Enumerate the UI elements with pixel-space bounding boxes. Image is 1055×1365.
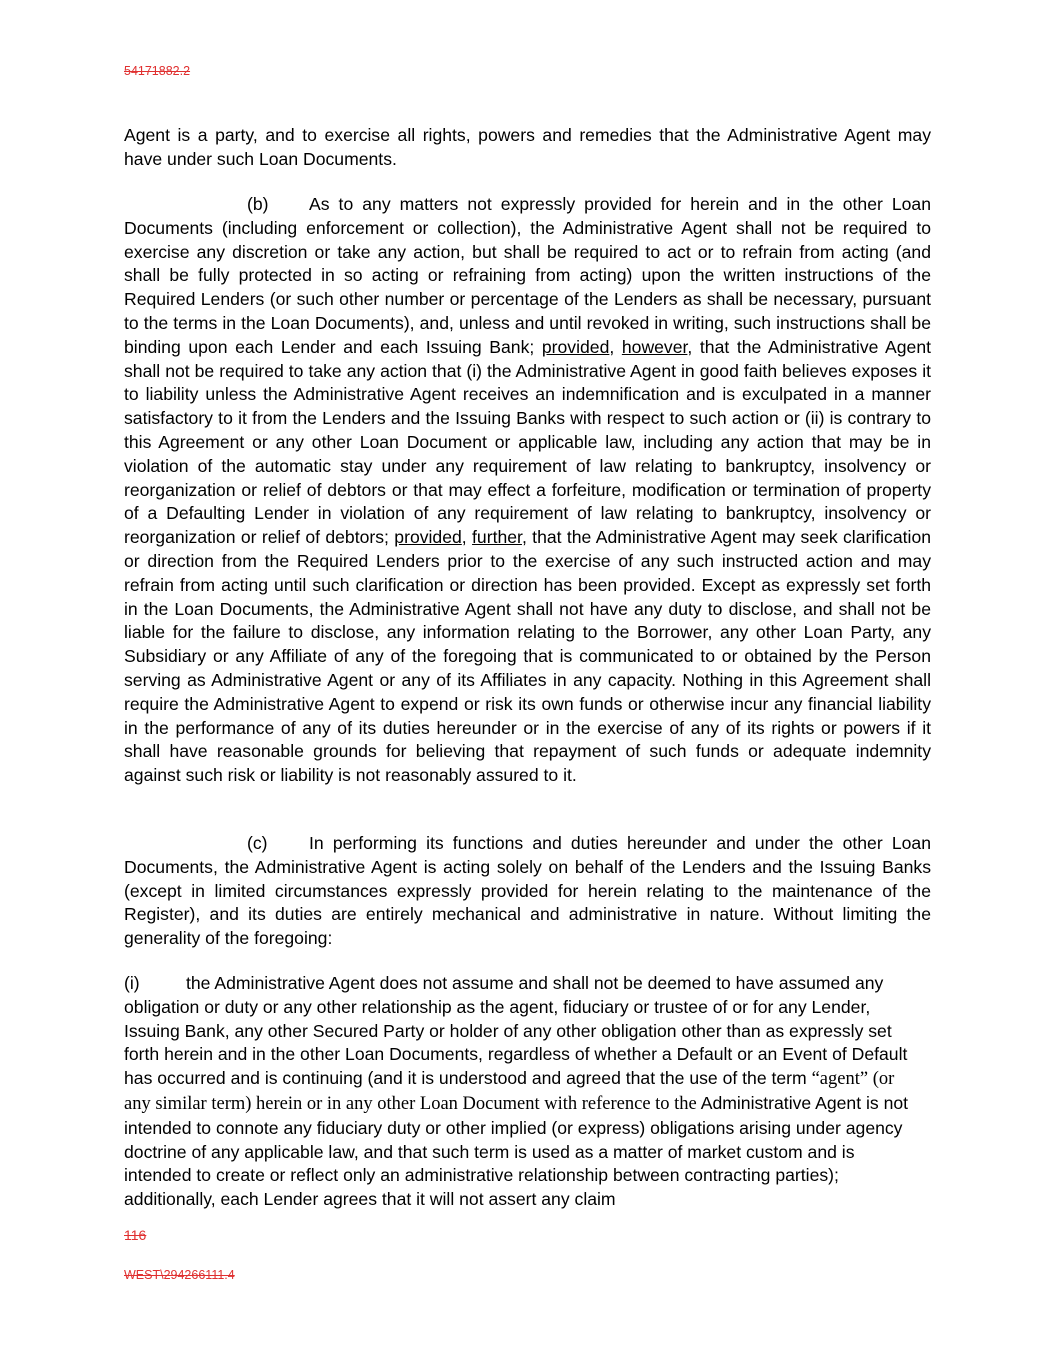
page-number: 116 <box>124 1227 147 1243</box>
underlined-term: however <box>621 336 688 357</box>
paragraph-b: (b) As to any matters not expressly provided for herein and in the other Loan Documents (including enforcement or collection), the Administrative Agent shall not be required to exercise any discretion or take any action, but shall be required to act or to refrain from acting (and shall be fully protected in so acting or refraining from acting) upon the written instructions of the Required Lenders (or such other number or percentage of the Lenders as shall be necessary, pursuant to the terms in the Loan Documents), and, unless and until revoked in writing, such instructions shall be binding upon each Lender and each Issuing Bank; provided, however, that the Administrative Agent shall not be required to take any action that (i) the Administrative Agent in good faith believes exposes it to liability unless the Administrative Agent receives an indemnification and is exculpated in a manner satisfactory to it from the Lenders and the Issuing Banks with respect to such action or (ii) is contrary to this Agreement or any other Loan Document or applicable law, including any action that may be in violation of the automatic stay under any requirement of law relating to bankruptcy, insolvency or reorganization or relief of debtors or that may effect a forfeiture, modification or termination of property of a Defaulting Lender in violation of any requirement of law relating to bankruptcy, insolvency or reorganization or relief of debtors; provided, further, that the Administrative Agent may seek clarification or direction from the Required Lenders prior to the exercise of any such instructed action and may refrain from acting until such clarification or direction has been provided. Except as expressly set forth in the Loan Documents, the Administrative Agent shall not have any duty to disclose, and shall not be liable for the failure to disclose, any information relating to the Borrower, any other Loan Party, any Subsidiary or any Affiliate of any of the foregoing that is communicated to or obtained by the Person serving as Administrative Agent or any of its Affiliates in any capacity. Nothing in this Agreement shall require the Administrative Agent to expend or risk its own funds or otherwise incur any financial liability in the performance of any of its duties hereunder or in the exercise of any of its rights or powers if it shall have reasonable grounds for believing that repayment of such funds or adequate indemnity against such risk or liability is not reasonably assured to it. <box>124 194 932 786</box>
paragraph-text: Agent is a party, and to exercise all rights, powers and remedies that the Administrative Agent may have under such Loan Documents. <box>124 125 931 169</box>
underlined-term: further <box>472 527 522 548</box>
paragraph-text-serif: “agent” (or any similar term) herein or in any other Loan Document with reference to the <box>124 1069 895 1114</box>
footer-document-id: WEST\294266111.4 <box>124 1268 235 1282</box>
underlined-term: provided <box>394 527 462 548</box>
paragraph-marker: (i) <box>124 973 140 993</box>
underlined-term: provided <box>541 336 610 357</box>
header-document-id: 54171882.2 <box>124 64 191 78</box>
paragraph-text: the Administrative Agent does not assume and shall not be deemed to have assumed any obligation or duty or any other relationship as the agent, fiduciary or trustee of or for any Lender, Issuing Bank, any other Secured Party or holder of any other obligation other than as expressly set forth herein and in the other Loan Documents, regardless of whether a Default or an Event of Default has occurred and is continuing (and it is understood and agreed that the use of the term <box>124 973 908 1089</box>
paragraph-i <box>124 972 924 1212</box>
paragraph-text: , that the Administrative Agent shall not be required to take any action that (i) the Administrative Agent in good faith believes exposes it to liability unless the Administrative Agent receives an indemnification and is exculpated in a manner satisfactory to it from the Lenders and the Issuing Banks with respect to such action or (ii) is contrary to this Agreement or any other Loan Document or applicable law, including any action that may be in violation of the automatic stay under any requirement of law relating to bankruptcy, insolvency or reorganization or relief of debtors or that may effect a forfeiture, modification or termination of property of a Defaulting Lender in violation of any requirement of law relating to bankruptcy, insolvency or reorganization or relief of debtors; <box>124 336 932 548</box>
paragraph-marker: (b) <box>247 194 269 214</box>
paragraph-c <box>124 832 931 951</box>
paragraph-text: As to any matters not expressly provided for herein and in the other Loan Documents (including enforcement or collection), the Administrative Agent shall not be required to exercise any discretion or take any action, but shall be required to act or to refrain from acting (and shall be fully protected in so acting or refraining from acting) upon the written instructions of the Required Lenders (or such other number or percentage of the Lenders as shall be necessary, pursuant to the terms in the Loan Documents), and, unless and until revoked in writing, such instructions shall be binding upon each Lender and each Issuing Bank; <box>124 194 931 357</box>
paragraph-text: Administrative Agent is not intended to connote any fiduciary duty or other implied (or express) obligations arising under agency doctrine of any applicable law, and that such term is used as a matter of market custom and is intended to create or reflect only an administrative relationship between contracting parties); additionally, each Lender agrees that it will not assert any claim <box>124 1092 909 1210</box>
paragraph-text: , that the Administrative Agent may seek clarification or direction from the Required Lenders prior to the exercise of any such instructed action and may refrain from acting until such clarification or direction has been provided. Except as expressly set forth in the Loan Documents, the Administrative Agent shall not have any duty to disclose, and shall not be liable for the failure to disclose, any information relating to the Borrower, any other Loan Party, any Subsidiary or any Affiliate of any of the foregoing that is communicated to or obtained by the Person serving as Administrative Agent or any of its Affiliates in any capacity. Nothing in this Agreement shall require the Administrative Agent to expend or risk its own funds or otherwise incur any financial liability in the performance of any of its duties hereunder or in the exercise of any of its rights or powers if it shall have reasonable grounds for believing that repayment of such funds or adequate indemnity against such risk or liability is not reasonably assured to it. <box>124 527 932 786</box>
paragraph-marker: (c) <box>247 833 268 853</box>
paragraph-continuation <box>124 124 931 172</box>
paragraph-text: In performing its functions and duties hereunder and under the other Loan Documents, the Administrative Agent is acting solely on behalf of the Lenders and the Issuing Banks (except in limited circumstances expressly provided for herein relating to the maintenance of the Register), and its duties are entirely mechanical and administrative in nature. Without limiting the generality of the foregoing: <box>124 833 931 949</box>
